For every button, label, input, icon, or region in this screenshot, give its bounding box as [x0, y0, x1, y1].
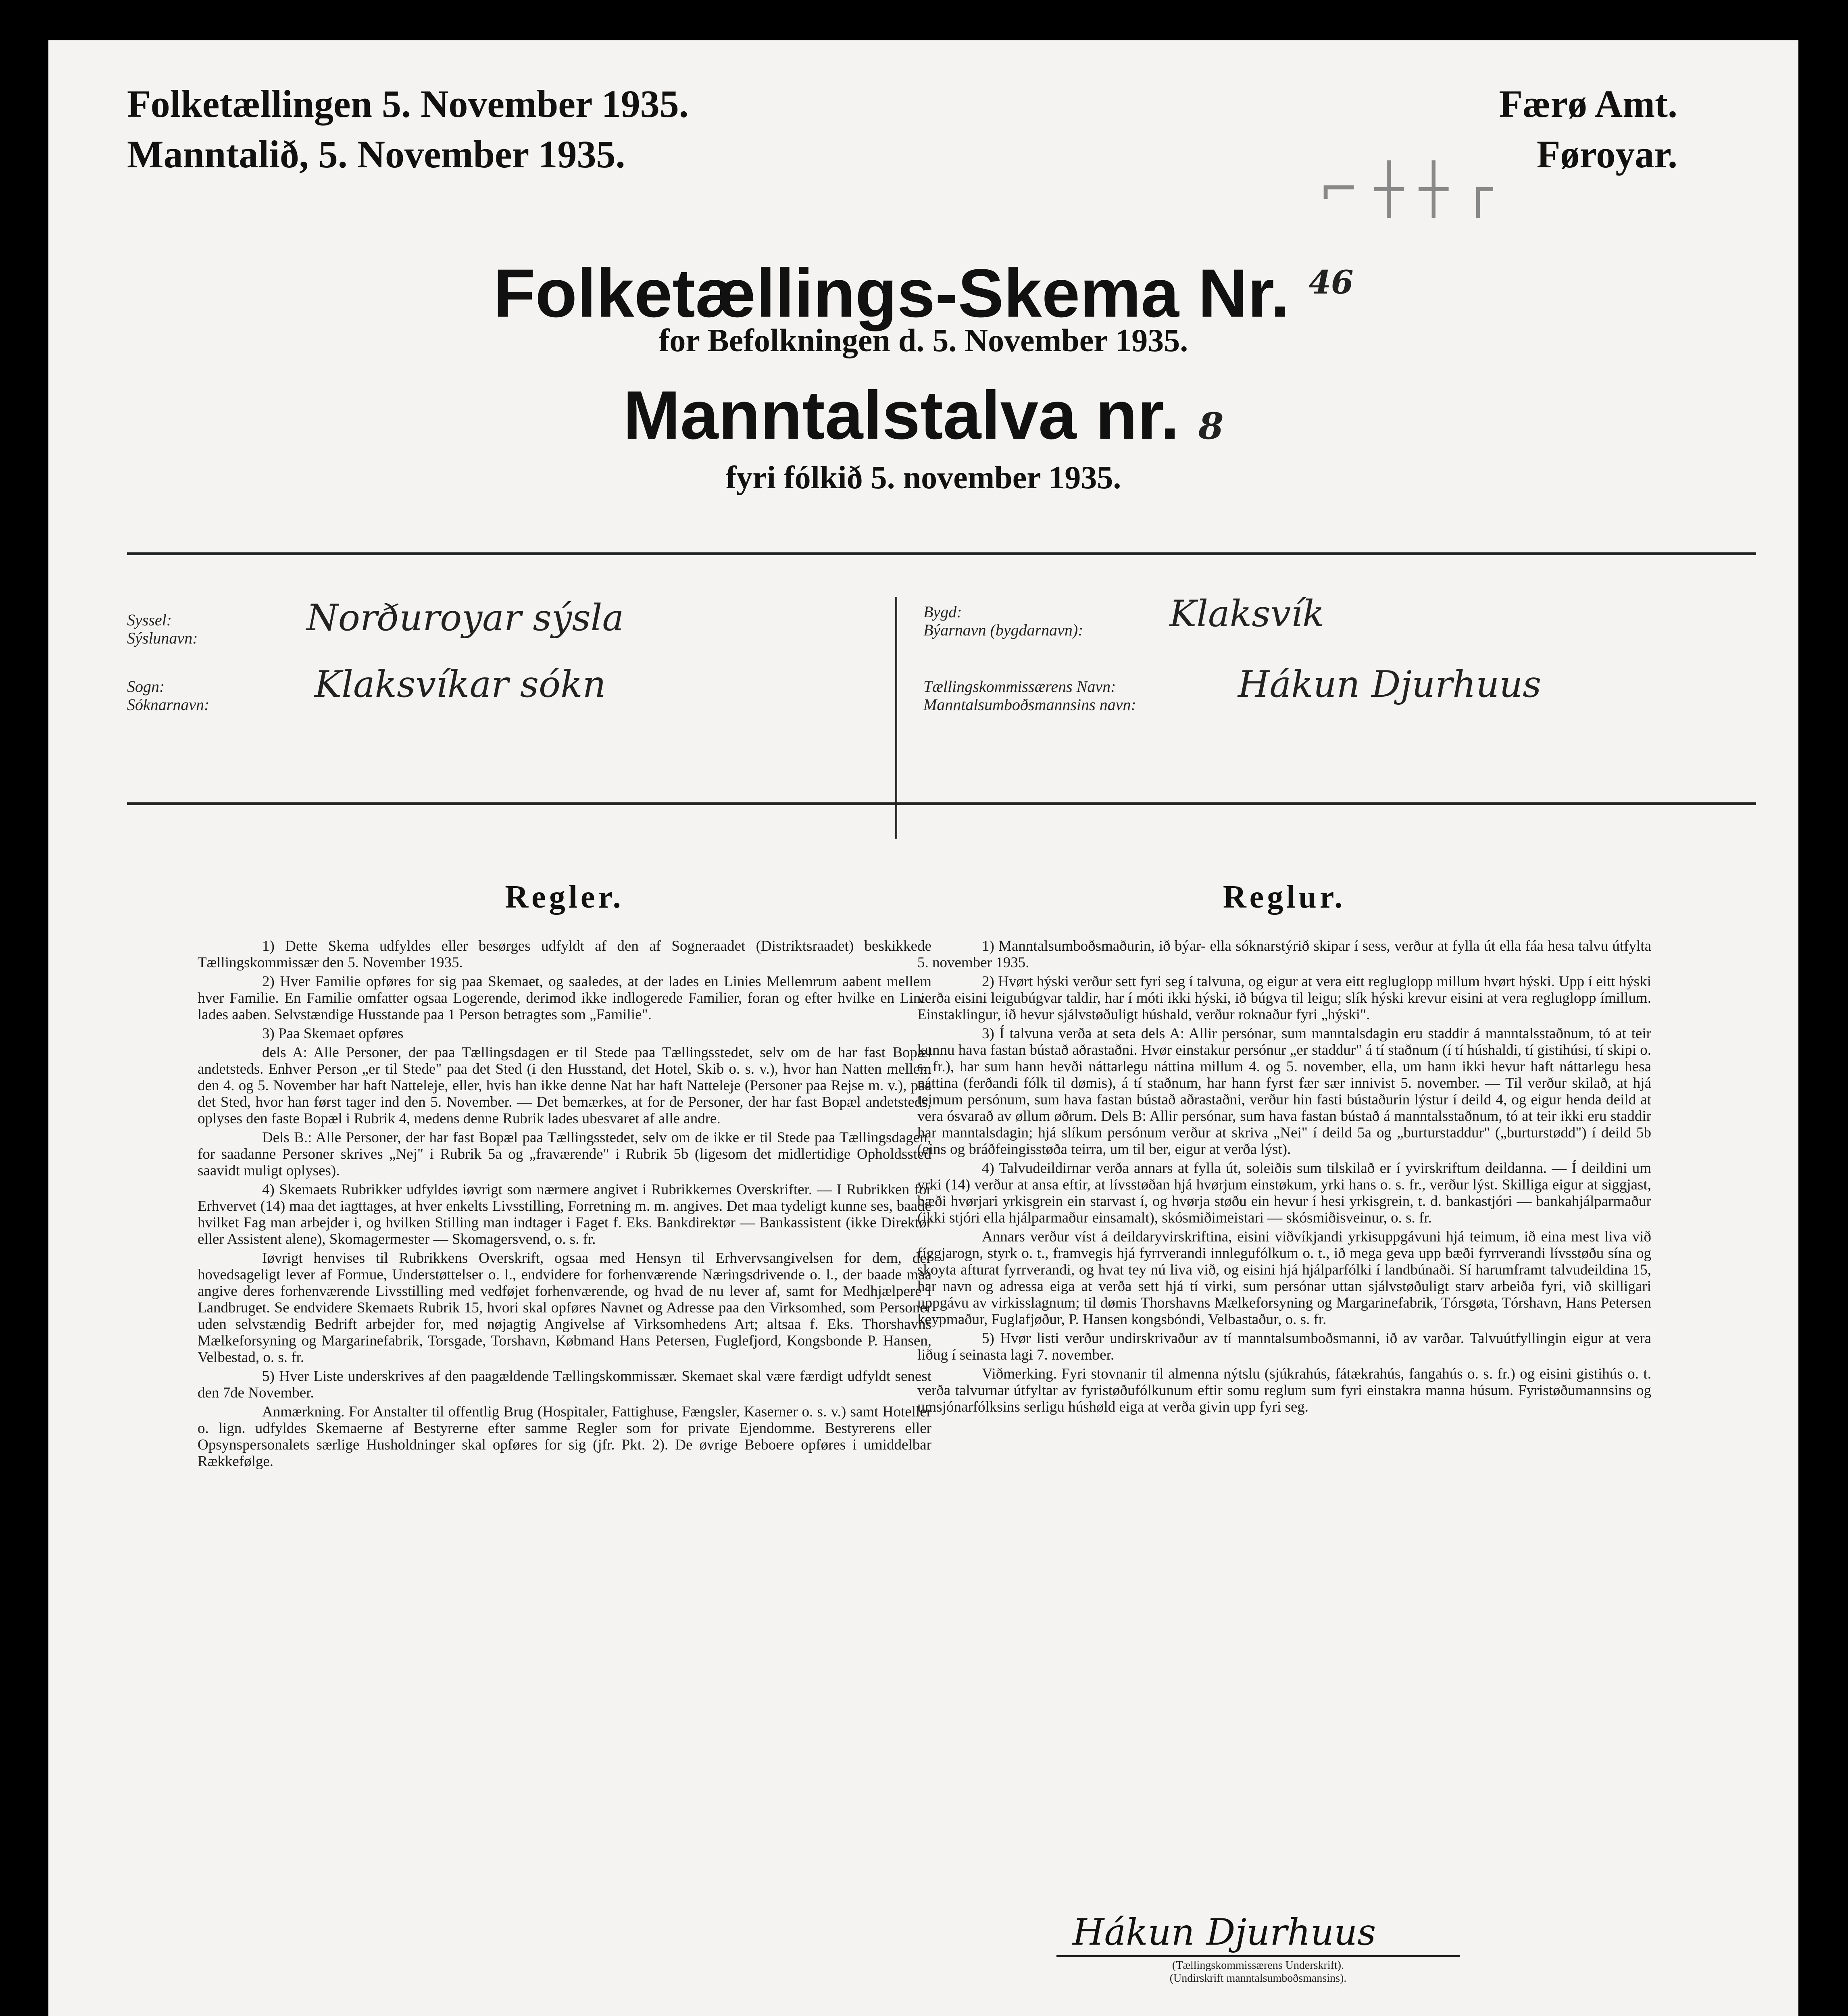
syssel-label-fo: Sýslunavn:	[127, 629, 198, 647]
bygd-label-da: Bygd:	[923, 603, 962, 621]
syssel-label	[127, 611, 198, 647]
reglur-paragraph: 4) Talvudeildirnar verða annars at fylla út, soleiðis sum tilskilað er í yvirskriftum deildanna. — Í deildini um yrki (14) verður at ansa eftir, at lívsstøðan hjá hvørjum einstøkum, yrki hans o. s. fr., verður lýst. Skilliga eigur at siggjast, bæði hvørjari yrkisgrein ein starvast í, og hvørja støðu ein hevur í hesi yrkisgrein, t. d. bankastjóri — bankahjálparmaður (ikki stjóri ella hjálparmaður einsamalt), skósmiðimeistari — skósmiðisveinur, o. s. fr.	[917, 1160, 1651, 1226]
syssel-value: Norðuroyar sýsla	[306, 597, 624, 639]
regler-paragraph: dels A: Alle Personer, der paa Tællingsdagen er til Stede paa Tællingsstedet, selv om de har fast Bopæl andetsteds. Enhver Person „er til Stede" paa det Sted (i den Husstand, det Hotel, Skib o. s. v.), hvor han Natten mellem den 4. og 5. November har haft Natteleje, eller, hvis han ikke denne Nat har haft Natteleje (Personer paa Rejse m. v.), paa det Sted, hvor han først tager ind den 5. November. — Det bemærkes, at for de Personer, der har fast Bopæl andetsteds, oplyses den faste Bopæl i Rubrik 4, medens denne Rubrik lades ubesvaret af alle andre.	[198, 1044, 931, 1127]
kommissaer-label	[923, 677, 1136, 714]
form-title-fo	[48, 375, 1798, 467]
skema-number: 46	[1308, 263, 1354, 301]
regler-paragraph: 1) Dette Skema udfyldes eller besørges udfyldt af den af Sogneraadet (Distriktsraadet) beskikkede Tællingskommissær den 5. November 1935.	[198, 938, 931, 971]
regler-paragraph: 2) Hver Familie opføres for sig paa Skemaet, og saaledes, at der lades en Linies Mellemrum aabent mellem hver Familie. En Familie omfatter ogsaa Logerende, derimod ikke indlogerede Familier, foran og efter hvilke en Linie lades aaben. Selvstændige Husstande paa 1 Person betragtes som „Familie".	[198, 973, 931, 1023]
census-form-page	[48, 40, 1798, 2016]
divider-top	[127, 552, 1756, 555]
reglur-paragraph: 2) Hvørt hýski verður sett fyri seg í talvuna, og eigur at vera eitt regluglopp millum hvørt hýski. Upp í eitt hýski verða eisini leigubúgvar taldir, har í móti ikki hýski, ið búgva til leigu; slík hýski krevur eisini at vera regluglopp ímillum. Einstaklingur, ið hevur sjálvstøðuligt húshald, verður roknaður fyri „hýski".	[917, 973, 1651, 1023]
reglur-column	[917, 879, 1651, 1418]
reglur-title: Reglur.	[1223, 879, 1346, 915]
signature-line	[1056, 1955, 1460, 1957]
reglur-paragraph: Annars verður víst á deildaryvirskriftina, eisini viðvíkjandi yrkisuppgávuni hjá teimum, ið eina mest liva við fíggjarogn, styrk o. t., framvegis hjá fyrrverandi innlegufólkum o. t., ið mega geva upp bæði fyrrverandi lívsstøðu sína og skoyta afturat fyrrverandi, og hvat tey nú liva við, og eisini hjá hjálparfólki í landbúnaði. Sí harumframt talvudeildina 15, har navn og adressa eiga at verða sett hjá tí virki, sum persónar uttan sjálvstøðuligt starv arbeiða fyri, við skilligari uppgávu av virkisslagnum; til dømis Thorshavns Mælkeforsyning og Margarinefabrik, Tórsgøta, Tórshavn, Hans Petersen keypmaður, Fuglafjøður, P. Hansen kongsbóndi, Velbastaður, o. s. fr.	[917, 1229, 1651, 1328]
header-census-fo: Manntalið, 5. November 1935.	[127, 133, 625, 176]
regler-paragraph: Anmærkning. For Anstalter til offentlig Brug (Hospitaler, Fattighuse, Fængsler, Kaserner o. s. v.) samt Hoteller o. lign. udfyldes Skemaerne af Bestyrerne efter samme Regler som for private Ejendomme. Bestyrerens eller Opsynspersonalets særlige Husholdninger skal opføres for sig (jfr. Pkt. 2). De øvrige Beboere opføres i umiddelbar Rækkefølge.	[198, 1404, 931, 1470]
form-subtitle-fo: fyri fólkið 5. november 1935.	[725, 460, 1121, 496]
sogn-label	[127, 677, 209, 714]
reglur-paragraph: 1) Manntalsumboðsmaðurin, ið býar- ella sóknarstýrið skipar í sess, verður at fylla út ella fáa hesa talvu útfylta 5. november 1935.	[917, 938, 1651, 971]
bygd-label-fo: Býarnavn (bygdarnavn):	[923, 621, 1083, 639]
form-subtitle-da: for Befolkningen d. 5. November 1935.	[658, 323, 1188, 358]
signature-block	[1056, 1911, 1460, 1985]
signature: Hákun Djurhuus	[1073, 1911, 1376, 1954]
reglur-paragraph: Viðmerking. Fyri stovnanir til almenna nýtslu (sjúkrahús, fátækrahús, fangahús o. s. fr.) og eisini gistihús o. t. verða talvurnar útfyltar av fyristøðufólkunum eftir somu reglum sum fyri einstakra manna húsum. Fyristøðumannsins og umsjónarfólksins serligu húshøld eiga at verða givin upp fyri seg.	[917, 1366, 1651, 1415]
signature-caption-da: (Tællingskommissærens Underskrift).	[1172, 1959, 1344, 1972]
header-foroyar: Føroyar.	[1536, 133, 1677, 176]
regler-column	[198, 879, 931, 1472]
form-title-fo-text: Manntalstalva nr.	[623, 377, 1179, 454]
signature-caption-fo: (Undirskrift manntalsumboðsmansins).	[1169, 1972, 1347, 1985]
syssel-label-da: Syssel:	[127, 611, 172, 629]
header-right	[1499, 79, 1677, 179]
sogn-label-fo: Sóknarnavn:	[127, 696, 210, 714]
header-census-da: Folketællingen 5. November 1935.	[127, 82, 689, 125]
form-title-da	[48, 242, 1798, 334]
header-amt: Færø Amt.	[1499, 82, 1677, 125]
regler-title: Regler.	[505, 879, 624, 915]
reglur-text	[917, 938, 1651, 1415]
sogn-label-da: Sogn:	[127, 677, 165, 696]
talva-number: 8	[1198, 405, 1224, 448]
bygd-value: Klaksvík	[1169, 593, 1325, 635]
regler-paragraph: 5) Hver Liste underskrives af den paagældende Tællingskommissær. Skemaet skal være færdigt udfyldt senest den 7de November.	[198, 1368, 931, 1401]
kommissaer-value: Hákun Djurhuus	[1238, 663, 1542, 706]
bygd-label	[923, 603, 1083, 639]
header-left	[127, 79, 689, 179]
regler-paragraph: Dels B.: Alle Personer, der har fast Bopæl paa Tællingsstedet, selv om de ikke er til Stede paa Tællingsdagen; for saadanne Personer skrives „Nej" i Rubrik 5a og „fraværende" i Rubrik 5b (ligesom det midlertidige Opholdssted saavidt muligt oplyses).	[198, 1129, 931, 1179]
kommissaer-label-da: Tællingskommissærens Navn:	[923, 677, 1116, 696]
divider-bottom	[127, 802, 1756, 805]
form-title-da-text: Folketællings-Skema Nr.	[493, 255, 1290, 332]
regler-paragraph: 3) Paa Skemaet opføres	[262, 1025, 404, 1042]
kommissaer-label-fo: Manntalsumboðsmannsins navn:	[923, 696, 1136, 714]
regler-text	[198, 938, 931, 1470]
sogn-value: Klaksvíkar sókn	[315, 663, 606, 706]
reglur-paragraph: 5) Hvør listi verður undirskrivaður av tí manntalsumboðsmanni, ið av varðar. Talvuútfyllingin eigur at vera liðug í seinasta lagi 7. november.	[917, 1330, 1651, 1363]
reglur-paragraph: 3) Í talvuna verða at seta dels A: Allir persónar, sum manntalsdagin eru staddir á manntalsstaðnum, tó at teir kunnu hava fastan bústað aðrastaðni. Hvør einstakur persónur „er staddur" á tí staðnum (í tí húshaldi, tí gistihúsi, tí skipi o. s. fr.), har sum hann hevði náttarlegu náttina millum 4. og 5. november, ella, um hann ikki hevur haft náttarlegu hesa náttina (ferðandi fólk til dømis), á tí staðnum, har hann fyrst fær sær innivist 5. november. — Til verður skilað, at hjá teimum persónum, sum hava fastan bústað aðrastaðni, verður hin fasti bústaðurin lýstur í deild 4, og eigur henda deild at vera ósvarað av øllum øðrum. Dels B: Allir persónar, sum hava fastan bústað á manntalsstaðnum, tó at teir ikki eru staddir har manntalsdagin; hjá slíkum persónum verður at skriva „Nei" í deild 5a og „burturstaddur" („burturstødd") í deild 5b (eins og bráðfeingisstøða teirra, um til ber, eigur at verða lýst).	[917, 1025, 1651, 1158]
regler-paragraph: Iøvrigt henvises til Rubrikkens Overskrift, ogsaa med Hensyn til Erhvervsangivelsen for dem, der hovedsageligt lever af Formue, Understøttelser o. l., endvidere for forhenværende Næringsdrivende o. l., der baade maa angive deres forhenværende Livsstilling med vedføjet forhenværende, og hvad de nu lever af, samt for Medhjælpere i Landbruget. Se endvidere Skemaets Rubrik 15, hvori skal opføres Navnet og Adresse paa den Virksomhed, som Personer uden selvstændig Bedrift arbejder for, med nøjagtig Angivelse af Virksomhedens Art; altsaa f. Eks. Thorshavns Mælkeforsyning og Margarinefabrik, Torsgade, Torshavn, Købmand Hans Petersen, Fuglefjord, Kongsbonde P. Hansen, Velbestad, o. s. fr.	[198, 1250, 931, 1366]
pencil-mark: ⌐ ┼ ┼ ┌	[1319, 161, 1493, 217]
regler-paragraph: 4) Skemaets Rubrikker udfyldes iøvrigt som nærmere angivet i Rubrikkernes Overskrifter. — I Rubrikken for Erhvervet (14) maa det iagttages, at hver enkelts Livsstilling, Forretning m. m. angives. Det maa tydeligt kunne ses, baade hvilket Fag man arbejder i, og hvilken Stilling man indtager i Faget f. Eks. Bankdirektør — Bankassistent (ikke Direktør eller Assistent alene), Skomagermester — Skomagersvend, o. s. fr.	[198, 1181, 931, 1248]
